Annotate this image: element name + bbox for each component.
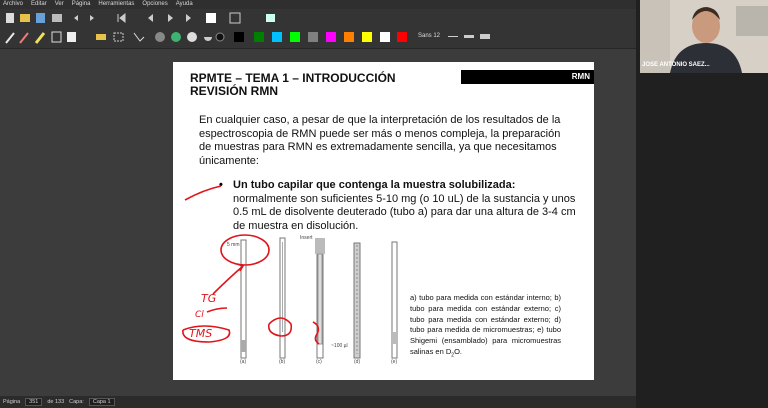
last-page-icon: [186, 14, 191, 22]
color-orange: [344, 32, 354, 42]
fill-icon: [216, 33, 224, 41]
tube-label-c: (c): [316, 359, 322, 365]
annotation-arrow-diag: [213, 264, 243, 294]
label-100ul: ~100 µl: [331, 343, 348, 349]
menu-opciones[interactable]: Opciones: [142, 1, 168, 7]
bullet-dot: •: [219, 179, 223, 191]
tube-label-b: (b): [279, 359, 286, 365]
menu-herramientas[interactable]: Herramientas: [98, 1, 135, 7]
handwritten-annotations: [183, 186, 319, 344]
line-thick-icon: [480, 34, 490, 39]
tube-c: [315, 238, 325, 358]
layer-select[interactable]: Capa 1: [89, 398, 115, 406]
color-magenta: [326, 32, 336, 42]
color-green: [254, 32, 264, 42]
caption-subscript: 2: [451, 352, 455, 359]
drawing-toolbar: [0, 27, 636, 49]
caption-text: a) tubo para medida con estándar interno; b) tubo para medida con estándar externo; c) tubo para medida con estándar externo; d) tubo para medida de micromuestras; e) tubo Shigemi (ensamblado) para micromuestras salinas en D: [410, 293, 561, 356]
menu-pagina[interactable]: Página: [71, 1, 91, 7]
prev-page-icon: [148, 14, 153, 22]
pen-icon: [6, 33, 14, 43]
slide-title-line2: REVISIÓN RMN: [190, 84, 279, 98]
eraser-icon: [20, 33, 28, 43]
bullet-bold-text: Un tubo capilar que contenga la muestra solubilizada:: [233, 179, 516, 191]
page-number-input[interactable]: 351: [25, 398, 42, 406]
hand-tool-icon: [134, 33, 144, 41]
annotation-tms: TMS: [189, 327, 213, 340]
tube-e: [392, 242, 397, 358]
print-icon: [52, 14, 62, 22]
menu-archivo[interactable]: Archivo: [3, 1, 24, 7]
annotation-arrow-top: [185, 186, 221, 200]
main-toolbar-icons: [0, 9, 636, 27]
participant-name: JOSE ANTONIO SAEZ...: [642, 62, 710, 68]
pdf-page[interactable]: [173, 62, 594, 380]
zoom-box: [206, 13, 216, 23]
color-chooser-icon: [171, 32, 181, 42]
fullscreen-icon: [266, 14, 275, 22]
tube-label-a: (a): [240, 359, 247, 365]
color-gray: [308, 32, 318, 42]
slide-title-line1: RPMTE – TEMA 1 – INTRODUCCIÓN: [190, 71, 396, 85]
color-black: [234, 32, 244, 42]
font-selector[interactable]: Sans 12: [418, 33, 441, 39]
page-label: Página: [3, 399, 21, 405]
page-total: de 133: [47, 399, 65, 405]
annotation-link: [207, 308, 227, 312]
select-region-icon: [114, 33, 123, 41]
menu-ayuda[interactable]: Ayuda: [175, 1, 193, 7]
bullet-text: normalmente son suficientes 5-10 mg (o 10 uL) de la sustancia y unos 0.5 mL de disolvente deuterado (tubo a) para dar una altura de 3-4 cm de muestra en disolución.: [233, 192, 576, 232]
undo-icon: [74, 15, 78, 21]
image-tool-icon: [67, 32, 76, 42]
color-lime: [290, 32, 300, 42]
label-insert: Insert: [300, 235, 313, 241]
annotation-cl: Cl: [195, 310, 204, 320]
tube-label-d: (d): [354, 359, 361, 365]
new-file-icon: [6, 13, 14, 23]
header-tag: RMN: [571, 72, 590, 81]
save-icon: [36, 13, 45, 23]
open-file-icon: [20, 14, 30, 22]
menu-ver[interactable]: Ver: [54, 1, 64, 7]
grid-tool-icon: [155, 32, 165, 42]
tube-d: [354, 243, 360, 358]
highlighter-icon: [36, 33, 44, 43]
default-tool-icon: [204, 37, 212, 41]
line-width-tools: [444, 27, 504, 48]
palette-icon: [187, 32, 197, 42]
main-toolbar: [0, 9, 636, 27]
tube-a: [241, 240, 246, 358]
menu-editar[interactable]: Editar: [31, 1, 47, 7]
status-bar: [0, 396, 639, 408]
page-view-icon: [230, 13, 240, 23]
menu-bar: [0, 0, 639, 9]
text-tool-icon: [52, 32, 61, 42]
color-white: [380, 32, 390, 42]
redo-icon: [90, 15, 94, 21]
annotation-tg: TG: [201, 292, 217, 305]
figure-caption: [410, 293, 561, 361]
color-lightblue: [272, 32, 282, 42]
color-red: [397, 32, 407, 42]
tube-label-e: (e): [391, 359, 398, 365]
layer-label: Capa:: [69, 399, 84, 405]
label-5mm: 5 mm: [227, 242, 240, 248]
drawing-tools: [0, 27, 636, 48]
intro-paragraph: En cualquier caso, a pesar de que la interpretación de los resultados de la espectroscopia de RMN puede ser más o menos compleja, la preparación de muestras para RMN es extremadamente sencilla, ya que necesitamos únicamente:: [199, 114, 561, 167]
line-fine-icon: [448, 36, 458, 37]
caption-end: O.: [454, 346, 462, 356]
first-page-icon: [118, 14, 125, 22]
color-yellow: [362, 32, 372, 42]
select-rect-icon: [96, 34, 106, 40]
line-medium-icon: [464, 35, 474, 38]
next-page-icon: [168, 14, 173, 22]
tube-b: [280, 238, 285, 358]
